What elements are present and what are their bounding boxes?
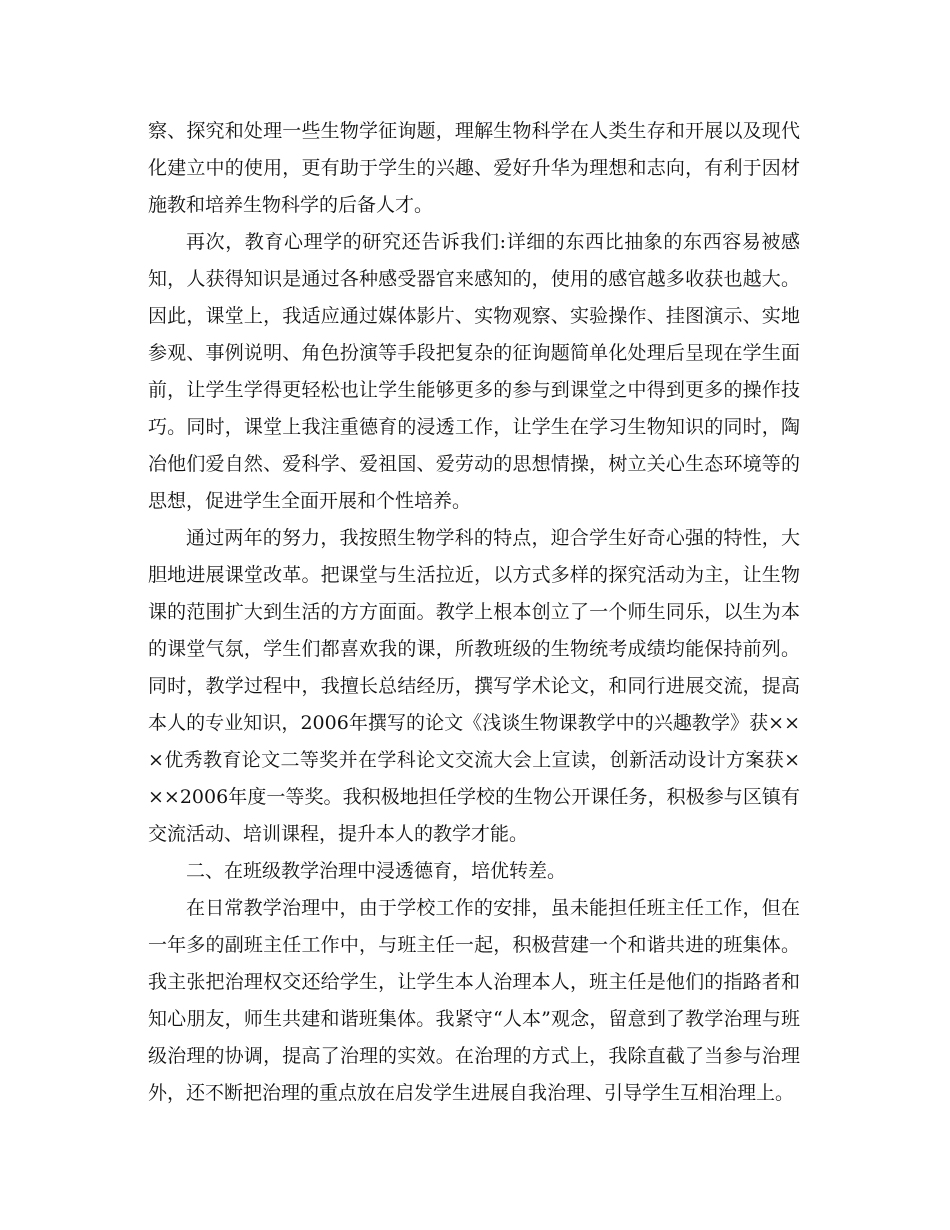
paragraph-psychology: 再次，教育心理学的研究还告诉我们:详细的东西比抽象的东西容易被感知，人获得知识是通过各种感受器官来感知的，使用的感官越多收获也越大。因此，课堂上，我适应通过媒体影片、实物观察、实验操作、挂图演示、实地参观、事例说明、角色扮演等手段把复杂的征询题简单化处理后呈现在学生面前，让学生学得更轻松也让学生能够更多的参与到课堂之中得到更多的操作技巧。同时，课堂上我注重德育的浸透工作，让学生在学习生物知识的同时，陶冶他们爱自然、爱科学、爱祖国、爱劳动的思想情操，树立关心生态环境等的思想，促进学生全面开展和个性培养。 xyxy=(148,231,800,512)
paragraph-class-management: 在日常教学治理中，由于学校工作的安排，虽未能担任班主任工作，但在一年多的副班主任工作中，与班主任一起，积极营建一个和谐共进的班集体。我主张把治理权交还给学生，让学生本人治理本人，班主任是他们的指路者和知心朋友，师生共建和谐班集体。我紧守“人本”观念，留意到了教学治理与班级治理的协调，提高了治理的实效。在治理的方式上，我除直截了当参与治理外，还不断把治理的重点放在启发学生进展自我治理、引导学生互相治理上。 xyxy=(148,897,800,1104)
paragraph-continuation: 察、探究和处理一些生物学征询题，理解生物科学在人类生存和开展以及现代化建立中的使用，更有助于学生的兴趣、爱好升华为理想和志向，有利于因材施教和培养生物科学的后备人才。 xyxy=(148,120,800,216)
section-heading-class-management: 二、在班级教学治理中浸透德育，培优转差。 xyxy=(186,860,567,882)
paragraph-two-years-effort: 通过两年的努力，我按照生物学科的特点，迎合学生好奇心强的特性，大胆地进展课堂改革。把课堂与生活拉近，以方式多样的探究活动为主，让生物课的范围扩大到生活的方方面面。教学上根本创立了一个师生同乐，以生为本的课堂气氛，学生们都喜欢我的课，所教班级的生物统考成绩均能保持前列。同时，教学过程中，我擅长总结经历，撰写学术论文，和同行进展交流，提高本人的专业知识，2006年撰写的论文《浅谈生物课教学中的兴趣教学》获×××优秀教育论文二等奖并在学科论文交流大会上宣读，创新活动设计方案获×××2006年度一等奖。我积极地担任学校的生物公开课任务，积极参与区镇有交流活动、培训课程，提升本人的教学才能。 xyxy=(148,527,800,845)
document-body xyxy=(148,113,800,1112)
